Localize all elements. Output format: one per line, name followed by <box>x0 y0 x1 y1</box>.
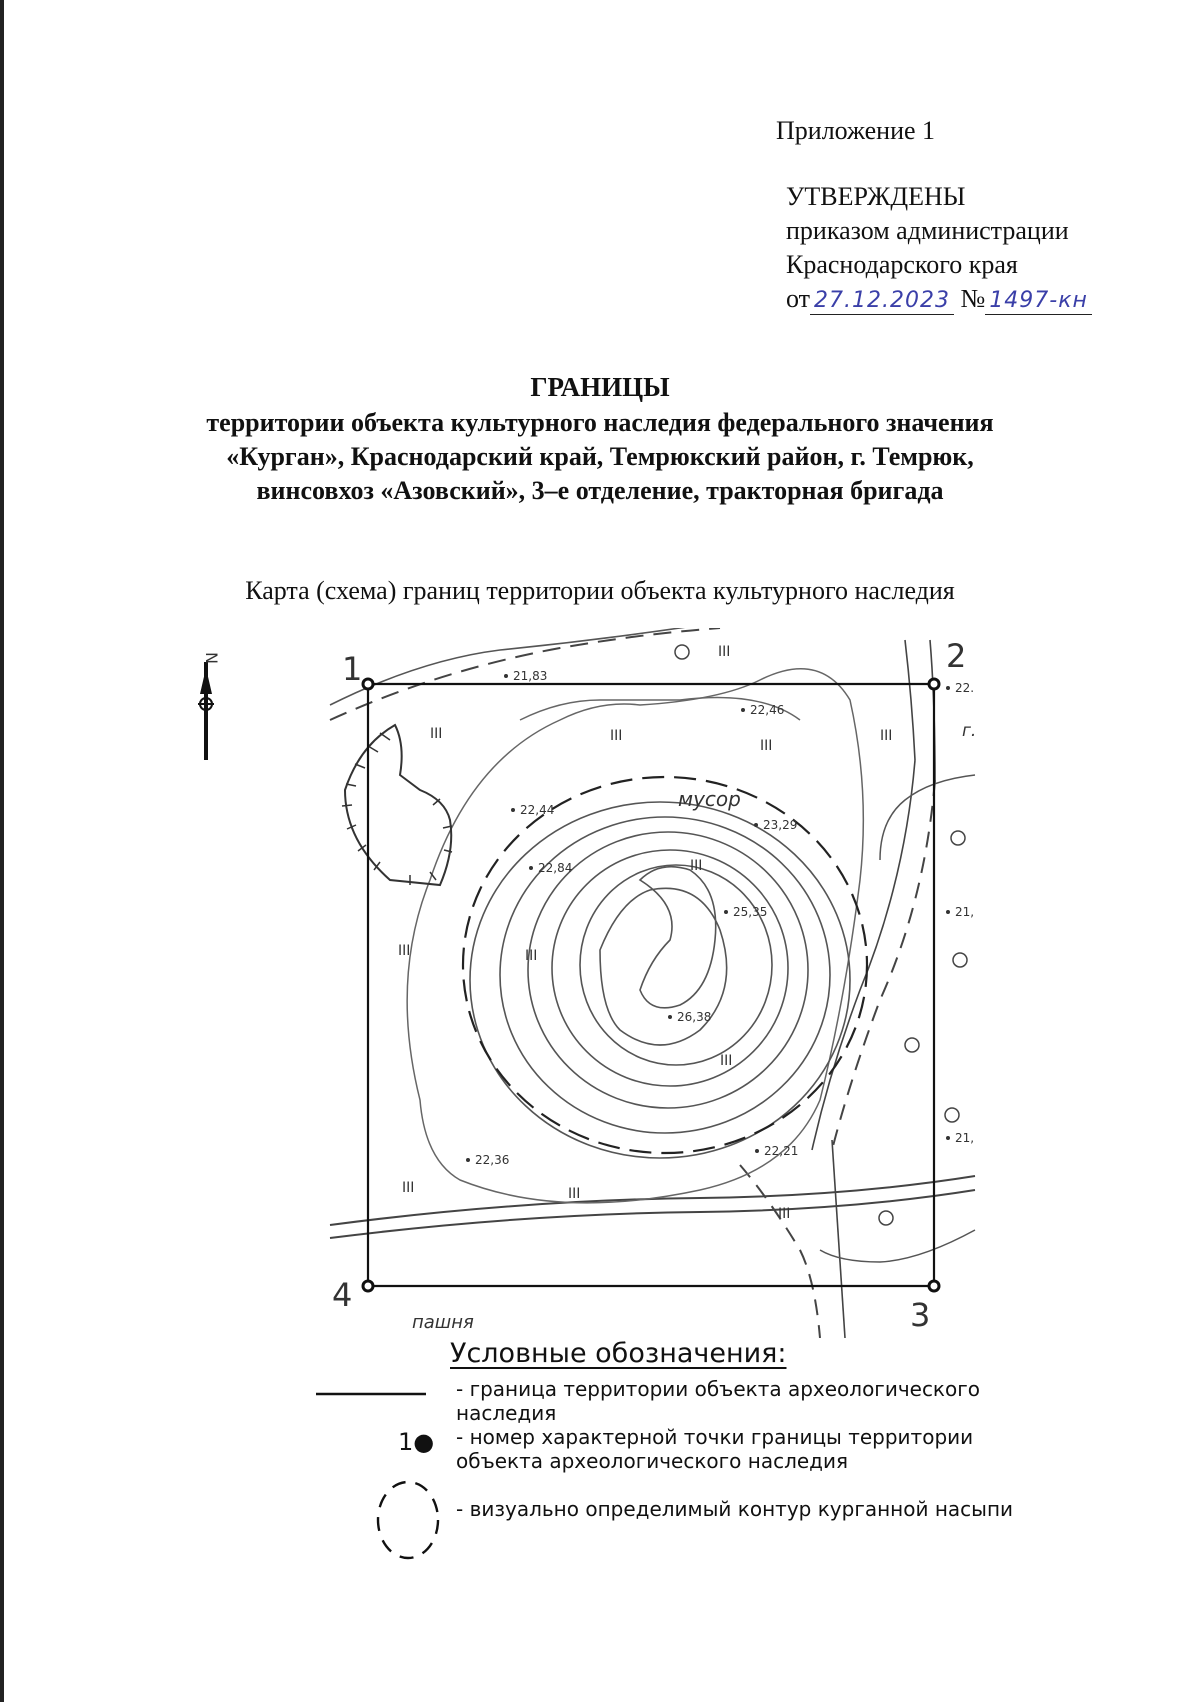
boundary-point-1 <box>363 679 373 689</box>
elevation-label: 22. <box>955 681 975 695</box>
point-label-3: 3 <box>910 1296 931 1334</box>
order-date: 27.12.2023 <box>814 288 950 313</box>
boundary-point-3 <box>929 1281 939 1291</box>
svg-text:III: III <box>760 738 773 754</box>
legend-mound-contour <box>378 1482 438 1558</box>
elevation-label: 22,44 <box>520 803 555 817</box>
approved-label: УТВЕРЖДЕНЫ <box>786 182 966 211</box>
elevation-label: 25,35 <box>733 905 768 919</box>
date-prefix: от <box>786 284 811 313</box>
annex-label: Приложение 1 <box>776 116 936 145</box>
point-label-1: 1 <box>342 650 363 688</box>
legend-mound-text: - визуально определимый контур курганной насыпи <box>456 1497 1014 1521</box>
elevation-label: 21,83 <box>513 669 548 683</box>
boundary-point-4 <box>363 1281 373 1291</box>
svg-text:III: III <box>690 858 703 874</box>
north-arrow-icon <box>198 652 221 760</box>
elevation-label: 22,36 <box>475 1153 510 1167</box>
svg-text:III: III <box>525 948 538 964</box>
elevation-dot <box>946 910 950 914</box>
elevation-label: 21, <box>955 1131 975 1145</box>
elevation-label: 21, <box>955 905 975 919</box>
elevation-marks <box>466 669 977 1167</box>
point-label-2: 2 <box>946 637 967 675</box>
svg-text:III: III <box>402 1180 415 1196</box>
svg-text:III: III <box>610 728 623 744</box>
field-label: пашня <box>412 1312 474 1333</box>
legend-point-text: - номер характерной точки границы территории объекта археологического наследия <box>456 1425 974 1473</box>
title-line-3: винсовхоз «Азовский», 3–е отделение, тракторная бригада <box>256 476 944 505</box>
svg-text:III: III <box>778 1206 791 1222</box>
territory-boundary <box>368 684 934 1286</box>
elevation-dot <box>754 823 758 827</box>
elevation-dot <box>724 910 728 914</box>
elevation-dot <box>755 1149 759 1153</box>
trash-label: мусор <box>678 787 741 811</box>
point-label-4: 4 <box>332 1276 353 1314</box>
elevation-dot <box>741 708 745 712</box>
elevation-label: 26,38 <box>677 1010 712 1024</box>
elevation-dot <box>466 1158 470 1162</box>
svg-text:III: III <box>880 728 893 744</box>
title-line-1: территории объекта культурного наследия федерального значения <box>206 408 994 437</box>
elevation-dot <box>946 686 950 690</box>
edge-label: г. <box>962 721 977 741</box>
map-caption: Карта (схема) границ территории объекта культурного наследия <box>245 576 955 605</box>
elevation-dot <box>504 674 508 678</box>
title-heading: ГРАНИЦЫ <box>530 372 670 402</box>
svg-text:III: III <box>568 1186 581 1202</box>
elevation-label: 22,84 <box>538 861 573 875</box>
elevation-label: 22,46 <box>750 703 785 717</box>
boundary-point-2 <box>929 679 939 689</box>
elevation-dot <box>529 866 533 870</box>
boundary-points <box>332 637 966 1334</box>
svg-text:III: III <box>430 726 443 742</box>
elevation-label: 23,29 <box>763 818 798 832</box>
svg-text:III: III <box>398 943 411 959</box>
order-label: приказом администрации <box>786 216 1069 245</box>
field-symbols <box>398 644 892 1222</box>
title-line-2: «Курган», Краснодарский край, Темрюкский район, г. Темрюк, <box>226 442 974 471</box>
elevation-dot <box>668 1015 672 1019</box>
number-prefix: № <box>960 284 986 313</box>
region-label: Краснодарского края <box>786 250 1018 279</box>
elevation-dot <box>511 808 515 812</box>
svg-text:III: III <box>718 644 731 660</box>
elevation-dot <box>946 1136 950 1140</box>
legend-title: Условные обозначения: <box>450 1338 787 1369</box>
elevation-label: 22,21 <box>764 1144 799 1158</box>
order-number: 1497-кн <box>989 288 1088 313</box>
map-linework <box>330 625 975 1338</box>
legend-point-symbol: 1● <box>398 1428 435 1456</box>
north-label: N <box>202 652 221 664</box>
legend-boundary-text: - граница территории объекта археологического наследия <box>456 1377 980 1425</box>
svg-text:III: III <box>720 1053 733 1069</box>
